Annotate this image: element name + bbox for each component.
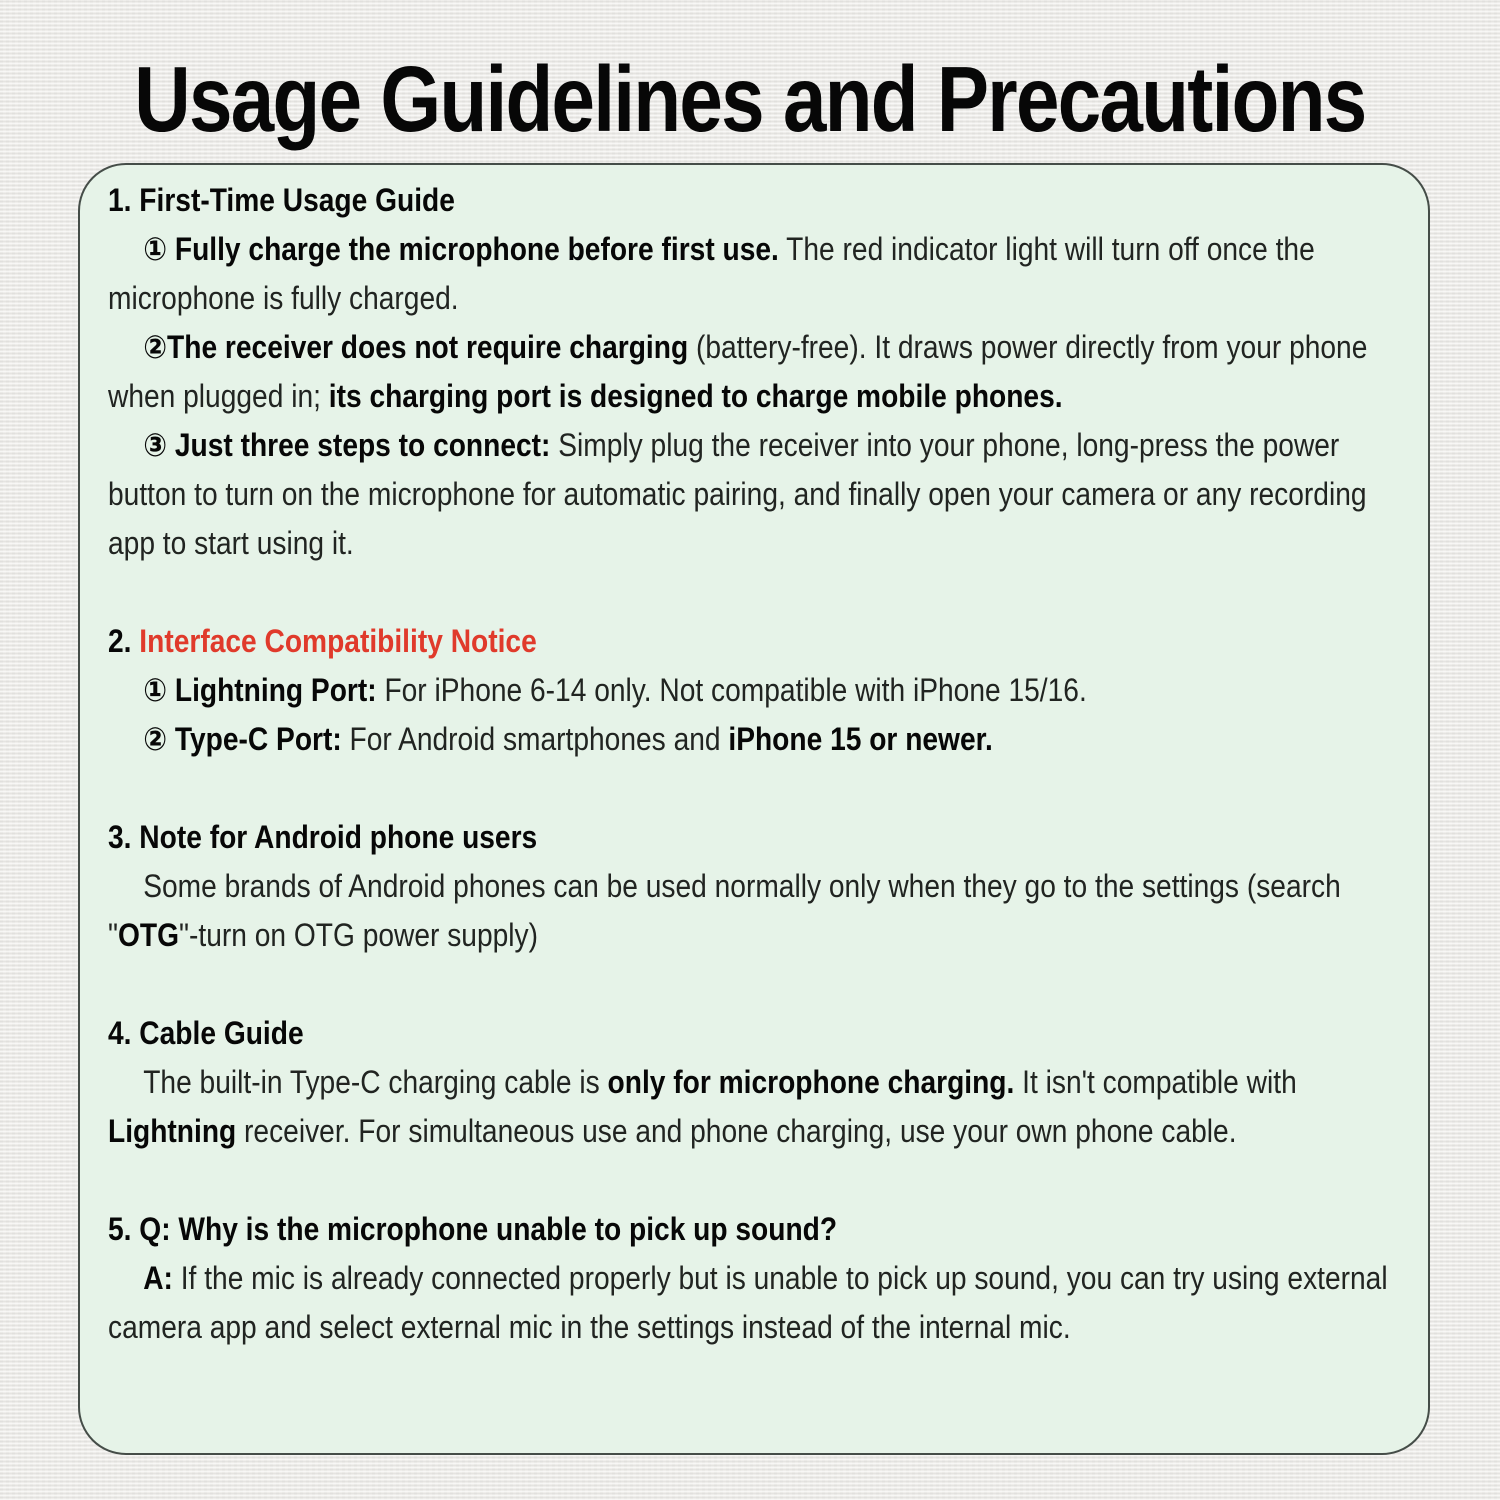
section-note-for-android-phone-users: [108, 813, 1396, 960]
page-title: [0, 46, 1500, 153]
section-heading-interface-compatibility-notice: [108, 617, 1396, 666]
text-run: OTG: [117, 917, 180, 953]
text-run: ③ Just three steps to connect:: [143, 427, 551, 463]
section-interface-compatibility-notice: [108, 617, 1396, 764]
panel-content: [108, 176, 1396, 1352]
text-run: only for microphone charging.: [607, 1064, 1015, 1100]
section-note-for-android-phone-users-paragraph-1: [108, 862, 1396, 960]
text-run: 1. First-Time Usage Guide: [108, 182, 455, 218]
section-first-time-usage-guide-paragraph-3: [108, 421, 1396, 568]
text-run: For Android smartphones and: [341, 721, 729, 757]
text-run: ① Fully charge the microphone before first use.: [143, 231, 779, 267]
section-heading-note-for-android-phone-users: [108, 813, 1396, 862]
text-run: Some brands of Android phones can be used normally only when they go to the settings (search ": [108, 868, 1341, 953]
text-run: its charging port is designed to charge mobile phones.: [328, 378, 1063, 414]
section-heading-mic-no-sound-faq: [108, 1205, 1396, 1254]
text-run: Lightning: [108, 1113, 237, 1149]
section-first-time-usage-guide-paragraph-1: [108, 225, 1396, 323]
text-run: 2.: [108, 623, 140, 659]
section-mic-no-sound-faq-paragraph-1: [108, 1254, 1396, 1352]
guide-panel: [78, 163, 1430, 1455]
text-run: 4. Cable Guide: [108, 1015, 304, 1051]
text-run: Interface Compatibility Notice: [139, 623, 537, 659]
text-run: A:: [143, 1260, 173, 1296]
page-title-text: Usage Guidelines and Precautions: [134, 47, 1366, 151]
text-run: 5. Q: Why is the microphone unable to pick up sound?: [108, 1211, 838, 1247]
section-interface-compatibility-notice-paragraph-1: [108, 666, 1396, 715]
section-first-time-usage-guide: [108, 176, 1396, 568]
text-run: ① Lightning Port:: [143, 672, 377, 708]
text-run: ②The receiver does not require charging: [143, 329, 689, 365]
text-run: "-turn on OTG power supply): [179, 917, 539, 953]
section-first-time-usage-guide-paragraph-2: [108, 323, 1396, 421]
section-cable-guide: [108, 1009, 1396, 1156]
text-run: 3. Note for Android phone users: [108, 819, 538, 855]
section-cable-guide-paragraph-1: [108, 1058, 1396, 1156]
section-interface-compatibility-notice-paragraph-2: [108, 715, 1396, 764]
section-heading-first-time-usage-guide: [108, 176, 1396, 225]
text-run: If the mic is already connected properly but is unable to pick up sound, you can try using external camera app and select external mic in the settings instead of the internal mic.: [108, 1260, 1388, 1345]
text-run: The built-in Type-C charging cable is: [143, 1064, 608, 1100]
text-run: receiver. For simultaneous use and phone charging, use your own phone cable.: [236, 1113, 1237, 1149]
text-run: It isn't compatible with: [1014, 1064, 1297, 1100]
text-run: Simply plug the receiver into your phone, long-press the power button to turn on the microphone for automatic pairing, and finally open your camera or any recording app to start using it.: [108, 427, 1367, 561]
text-run: ② Type-C Port:: [143, 721, 342, 757]
text-run: iPhone 15 or newer.: [728, 721, 993, 757]
section-mic-no-sound-faq: [108, 1205, 1396, 1352]
text-run: The red indicator light will turn off once the microphone is fully charged.: [108, 231, 1315, 316]
text-run: (battery-free). It draws power directly from your phone when plugged in;: [108, 329, 1368, 414]
text-run: For iPhone 6-14 only. Not compatible with iPhone 15/16.: [376, 672, 1087, 708]
section-heading-cable-guide: [108, 1009, 1396, 1058]
